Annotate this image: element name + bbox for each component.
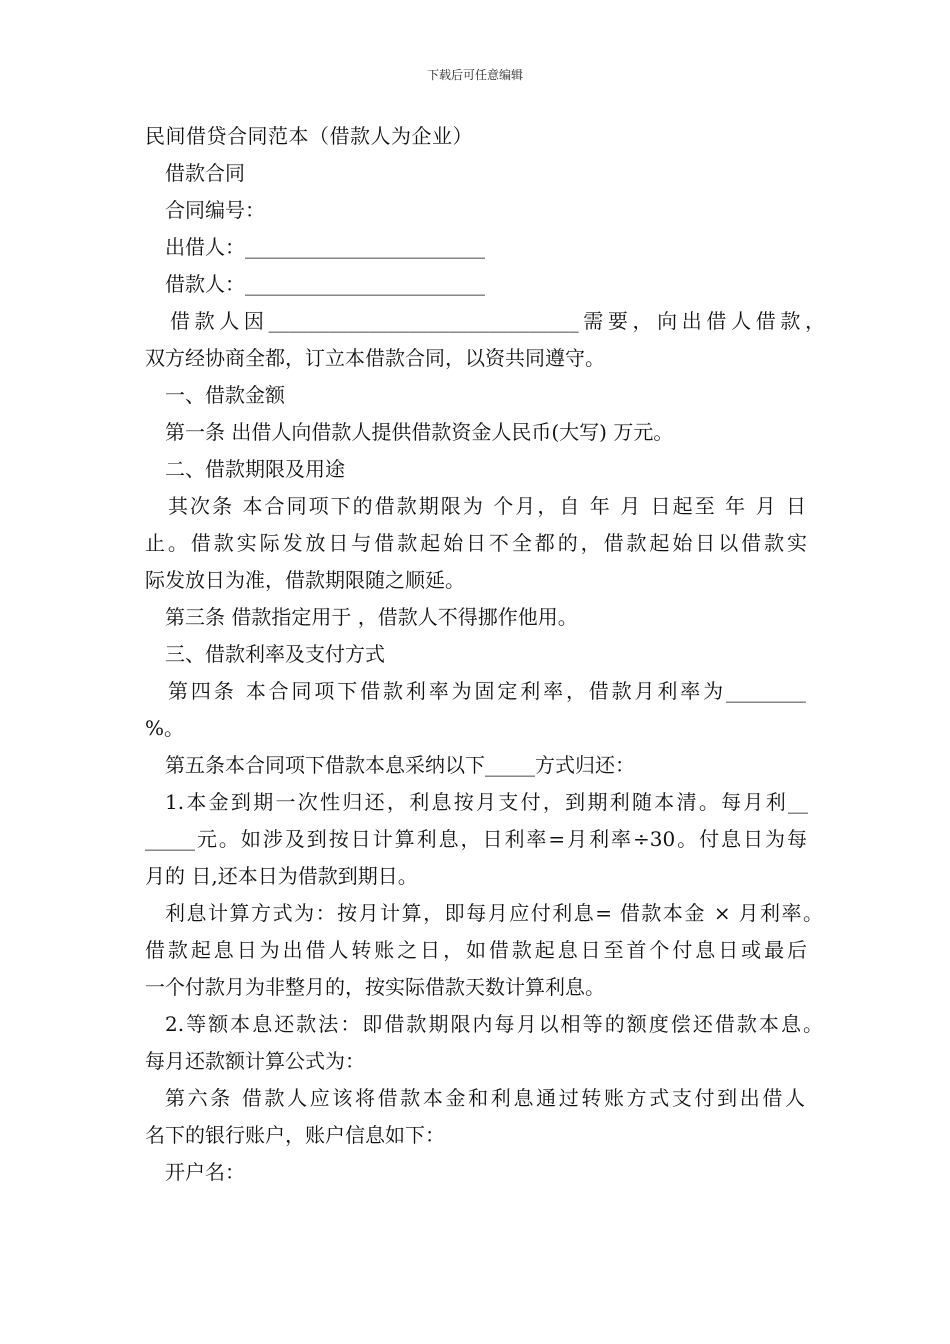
- paragraph-line: 借款起息日为出借人转账之日，如借款起息日至首个付息日或最后: [145, 938, 807, 962]
- paragraph-line: 双方经协商全都，订立本借款合同，以资共同遵守。: [145, 346, 605, 370]
- paragraph-line: 出借人：________________________: [165, 235, 485, 259]
- paragraph-line: 每月还款额计算公式为：: [145, 1049, 365, 1073]
- paragraph-line: 借款人因_______________________________需要，向出借人借款，: [170, 309, 825, 333]
- paragraph-line: _____元。如涉及到按日计算利息，日利率=月利率÷30。付息日为每: [145, 827, 807, 851]
- paragraph-line: 1.本金到期一次性归还，利息按月支付，到期利随本清。每月利__: [165, 790, 808, 814]
- paragraph-line: %。: [145, 716, 185, 740]
- paragraph-line: 第一条 出借人向借款人提供借款资金人民币(大写) 万元。: [165, 420, 674, 444]
- paragraph-line: 一个付款月为非整月的，按实际借款天数计算利息。: [145, 975, 605, 999]
- paragraph-line: 2.等额本息还款法：即借款期限内每月以相等的额度偿还借款本息。: [165, 1012, 823, 1036]
- paragraph-line: 借款合同: [165, 161, 245, 185]
- paragraph-line: 月的 日,还本日为借款到期日。: [145, 864, 418, 888]
- document-title: 民间借贷合同范本（借款人为企业）: [145, 124, 473, 148]
- paragraph-line: 其次条 本合同项下的借款期限为 个月，自 年 月 日起至 年 月 日: [168, 494, 806, 518]
- paragraph-line: 际发放日为准，借款期限随之顺延。: [145, 568, 465, 592]
- paragraph-line: 借款人：________________________: [165, 272, 485, 296]
- paragraph-line: 第三条 借款指定用于 ，借款人不得挪作他用。: [165, 605, 578, 629]
- paragraph-line: 止。借款实际发放日与借款起始日不全都的，借款起始日以借款实: [145, 531, 807, 555]
- paragraph-line: 名下的银行账户，账户信息如下：: [145, 1123, 445, 1147]
- section-heading: 一、借款金额: [165, 383, 285, 407]
- paragraph-line: 合同编号：: [165, 198, 265, 222]
- section-heading: 二、借款期限及用途: [165, 457, 345, 481]
- page-header: 下载后可任意编辑: [426, 68, 523, 82]
- paragraph-line: 第四条 本合同项下借款利率为固定利率，借款月利率为________: [168, 679, 806, 703]
- paragraph-line: 第五条本合同项下借款本息采纳以下_____方式归还：: [165, 753, 635, 777]
- section-heading: 三、借款利率及支付方式: [165, 642, 385, 666]
- paragraph-line: 开户名：: [165, 1160, 245, 1184]
- paragraph-line: 利息计算方式为：按月计算，即每月应付利息= 借款本金 × 月利率。: [165, 901, 823, 925]
- paragraph-line: 第六条 借款人应该将借款本金和利息通过转账方式支付到出借人: [165, 1086, 805, 1110]
